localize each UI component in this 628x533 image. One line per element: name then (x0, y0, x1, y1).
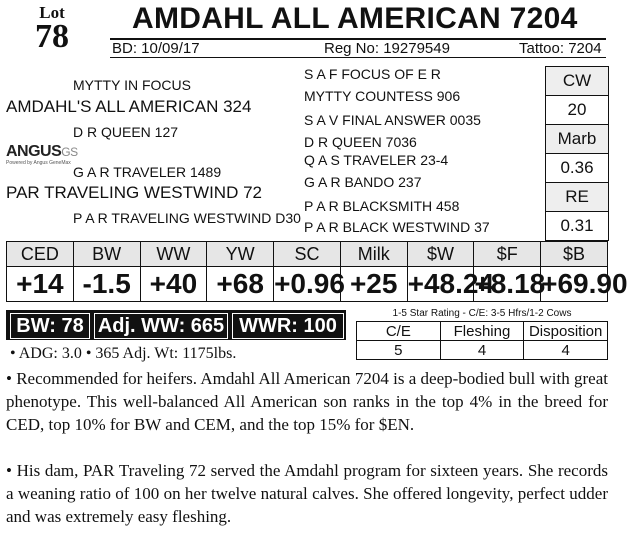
epd-value: +14 (7, 267, 74, 302)
angus-logo-sub: Powered by Angus GeneMax (6, 160, 71, 166)
rating-value-re: 0.31 (560, 216, 594, 235)
epd-header: YW (207, 242, 274, 267)
birth-weight: BW: 78 (10, 313, 90, 339)
pedigree-right-7: P A R BLACKSMITH 458 (304, 198, 460, 214)
epd-value: -1.5 (73, 267, 140, 302)
rating-label-marb: Marb (546, 125, 608, 154)
angus-logo (6, 143, 78, 161)
star-value: 5 (357, 341, 441, 360)
rating-value-marb: 0.36 (546, 154, 608, 183)
epd-value: +68 (207, 267, 274, 302)
weaning-weight-ratio: WWR: 100 (232, 313, 344, 339)
angus-logo-text: ANGUS (6, 143, 62, 160)
rating-value-cw: 20 (546, 96, 608, 125)
tattoo: Tattoo: 7204 (519, 40, 602, 57)
pedigree-right-3: S A V FINAL ANSWER 0035 (304, 112, 481, 128)
actual-weights-bar (6, 310, 346, 340)
pedigree-right-2: MYTTY COUNTESS 906 (304, 88, 461, 104)
epd-value: +40 (140, 267, 207, 302)
pedigree-right-1: S A F FOCUS OF E R (304, 66, 441, 82)
rating-label-re: RE (546, 183, 608, 212)
pedigree-dam-dam: P A R TRAVELING WESTWIND D30 (73, 210, 301, 226)
pedigree-right-5: Q A S TRAVELER 23-4 (304, 152, 449, 168)
epd-header: SC (274, 242, 341, 267)
pedigree-sire: AMDAHL'S ALL AMERICAN 324 (6, 97, 252, 116)
epd-header: WW (140, 242, 207, 267)
pedigree-dam: PAR TRAVELING WESTWIND 72 (6, 183, 262, 202)
carcass-ratings (545, 66, 609, 241)
epd-header: BW (73, 242, 140, 267)
epd-value: +48.24 (407, 267, 474, 302)
epd-header: Milk (340, 242, 407, 267)
lot-number: 78 (35, 18, 69, 55)
bull-title: AMDAHL ALL AMERICAN 7204 (132, 2, 578, 35)
star-header: Fleshing (440, 322, 524, 341)
pedigree-sire-dam: D R QUEEN 127 (73, 124, 179, 140)
epd-header: $W (407, 242, 474, 267)
description-paragraph-2: • His dam, PAR Traveling 72 served the Amdahl program for sixteen years. She records a weaning ratio of 100 on her twelve natural calves. She offered longevity, perfect udder and was extremely easy fleshing. (6, 461, 608, 526)
registration-number: Reg No: 19279549 (324, 40, 450, 57)
epd-header: CED (7, 242, 74, 267)
pedigree-dam-sire: G A R TRAVELER 1489 (73, 164, 222, 180)
star-rating-note: 1-5 Star Rating - C/E: 3-5 Hfrs/1-2 Cows (392, 308, 572, 319)
epd-value: +8.18 (474, 267, 541, 302)
adg-line: • ADG: 3.0 • 365 Adj. Wt: 1175lbs. (10, 345, 237, 362)
description-paragraph-1: • Recommended for heifers. Amdahl All American 7204 is a deep-bodied bull with great phenotype. This well-balanced All American son ranks in the top 4% in the breed for CED, top 10% for BW and CEM, and the top 15% for $EN. (6, 369, 608, 434)
adjusted-weaning-weight: Adj. WW: 665 (94, 313, 228, 339)
star-ratings-table (356, 321, 608, 360)
star-header: C/E (357, 322, 441, 341)
pedigree-right-4: D R QUEEN 7036 (304, 134, 417, 150)
lot-label: Lot (39, 3, 65, 22)
epd-header: $B (541, 242, 608, 267)
epd-value: +69.90 (541, 267, 608, 302)
epd-value: +0.96 (274, 267, 341, 302)
birth-date: BD: 10/09/17 (112, 40, 200, 57)
epd-header: $F (474, 242, 541, 267)
angus-logo-suffix: GS (61, 145, 78, 159)
epd-value: +25 (340, 267, 407, 302)
pedigree-right-8: P A R BLACK WESTWIND 37 (304, 219, 490, 235)
star-value: 4 (524, 341, 608, 360)
pedigree-right-6: G A R BANDO 237 (304, 174, 422, 190)
star-value: 4 (440, 341, 524, 360)
rating-label-cw: CW (546, 67, 608, 96)
star-header: Disposition (524, 322, 608, 341)
epd-table (6, 241, 628, 302)
lot-box (10, 4, 94, 54)
info-rule (110, 57, 606, 58)
pedigree-sire-sire: MYTTY IN FOCUS (73, 77, 191, 93)
